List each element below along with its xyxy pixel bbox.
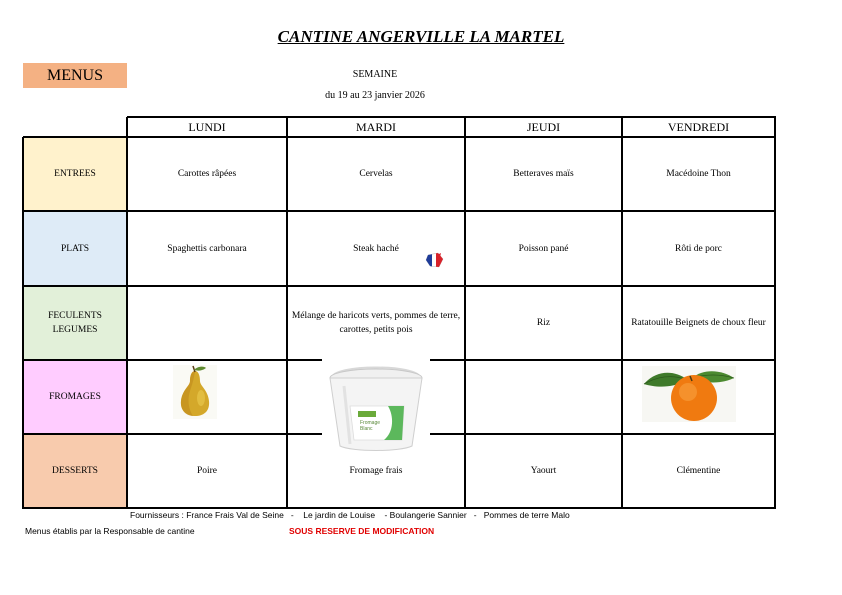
table-hline [23, 285, 776, 287]
menu-cell-desserts-lundi: Poire [196, 466, 218, 476]
menu-cell-entrees-lundi: Carottes râpées [177, 169, 237, 179]
row-label-plats: PLATS [23, 211, 127, 286]
table-hline [23, 136, 776, 138]
date-range: du 19 au 23 janvier 2026 [325, 90, 425, 101]
menu-cell-desserts-vendredi: Clémentine [676, 466, 721, 476]
table-vline [464, 117, 466, 509]
table-vline [621, 117, 623, 509]
row-label-entrees: ENTREES [23, 137, 127, 211]
pear-image [173, 365, 217, 419]
menu-cell-feculents-legumes-lundi [127, 286, 287, 360]
menu-cell-entrees-mardi: Cervelas [359, 169, 393, 179]
day-header-jeudi: JEUDI [526, 120, 561, 134]
table-vline [126, 117, 128, 509]
menu-cell-plats-mardi: Steak haché [353, 243, 399, 254]
menu-cell-desserts-mardi: Fromage frais [349, 466, 403, 476]
day-header-mardi: MARDI [355, 120, 396, 134]
france-origin-flag-icon [424, 251, 446, 269]
footer-reserve-notice: SOUS RESERVE DE MODIFICATION [289, 526, 435, 536]
menu-cell-plats-vendredi: Rôti de porc [675, 243, 722, 254]
table-vline [286, 117, 288, 509]
table-hline [127, 116, 776, 118]
table-hline [23, 210, 776, 212]
menu-cell-plats-lundi: Spaghettis carbonara [167, 243, 247, 254]
table-vline [22, 137, 24, 509]
fromage-frais-bucket-image [322, 356, 430, 454]
bucket-label-line-1: Fromage [360, 420, 381, 426]
footer-suppliers: Fournisseurs : France Frais Val de Seine - Le jardin de Louise - Boulangerie Sannier - Pommes de terre Malo [130, 510, 570, 520]
page-title: CANTINE ANGERVILLE LA MARTEL [277, 27, 565, 46]
menu-cell-entrees-jeudi: Betteraves maïs [513, 169, 574, 179]
day-header-vendredi: VENDREDI [667, 120, 730, 134]
day-header-lundi: LUNDI [188, 120, 226, 134]
table-hline [23, 507, 776, 509]
footer-responsable: Menus établis par la Responsable de cantine [25, 526, 195, 536]
menu-cell-fromages-jeudi [465, 360, 622, 434]
row-label-desserts: DESSERTS [23, 434, 127, 508]
table-vline [774, 117, 776, 509]
menu-cell-plats-jeudi: Poisson pané [518, 243, 569, 254]
row-label-feculents-legumes: FECULENTS LEGUMES [23, 286, 127, 360]
bucket-label-line-2: Blanc [360, 426, 373, 432]
menu-cell-feculents-legumes-mardi: Mélange de haricots verts, pommes de terre, carottes, petits pois [291, 311, 461, 335]
menu-cell-desserts-jeudi: Yaourt [530, 466, 557, 476]
menu-cell-entrees-vendredi: Macédoine Thon [666, 169, 731, 179]
clementine-image [642, 366, 736, 422]
menus-badge: MENUS [23, 63, 127, 88]
menu-cell-feculents-legumes-jeudi: Riz [536, 318, 551, 328]
row-label-fromages: FROMAGES [23, 360, 127, 434]
semaine-label: SEMAINE [352, 69, 398, 80]
menu-cell-feculents-legumes-vendredi: Ratatouille Beignets de choux fleur [631, 318, 766, 328]
